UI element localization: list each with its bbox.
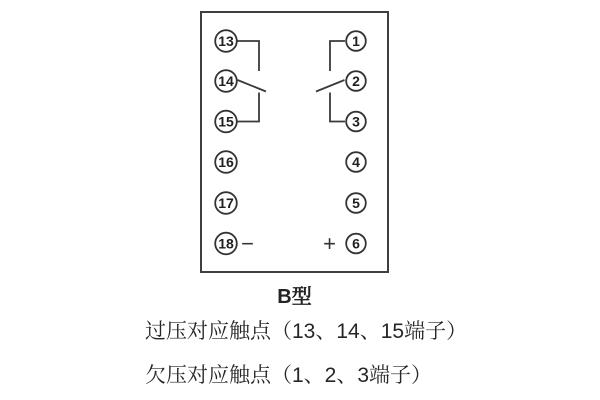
- terminal-number-6: 6: [352, 235, 360, 252]
- wire-terminal-15-fixed: [237, 93, 259, 122]
- terminal-number-1: 1: [352, 33, 360, 49]
- wire-terminal-3-fixed: [330, 93, 345, 122]
- terminals: [215, 30, 366, 254]
- terminal-number-17: 17: [218, 195, 234, 211]
- plus-sign: +: [323, 231, 336, 256]
- wire-terminal-14-blade: [238, 80, 267, 92]
- terminal-number-5: 5: [352, 195, 360, 211]
- caption-undervoltage: 欠压对应触点（1、2、3端子）: [145, 364, 433, 387]
- caption-overvoltage: 过压对应触点（13、14、15端子）: [145, 320, 468, 343]
- contact-right-group: [316, 41, 345, 122]
- terminal-number-4: 4: [352, 154, 360, 170]
- terminal-number-16: 16: [218, 154, 234, 170]
- terminal-number-3: 3: [352, 113, 360, 130]
- type-label: B型: [277, 286, 312, 308]
- wire-terminal-2-blade: [316, 80, 345, 92]
- terminal-number-13: 13: [218, 33, 234, 49]
- contact-left-group: [237, 41, 266, 122]
- minus-sign: −: [241, 231, 254, 256]
- wire-terminal-1-fixed: [330, 41, 345, 71]
- terminal-number-2: 2: [352, 73, 360, 89]
- wire-terminal-13-fixed: [237, 41, 259, 71]
- terminal-number-14: 14: [218, 73, 234, 89]
- terminal-number-18: 18: [218, 235, 234, 252]
- terminal-number-15: 15: [218, 113, 234, 130]
